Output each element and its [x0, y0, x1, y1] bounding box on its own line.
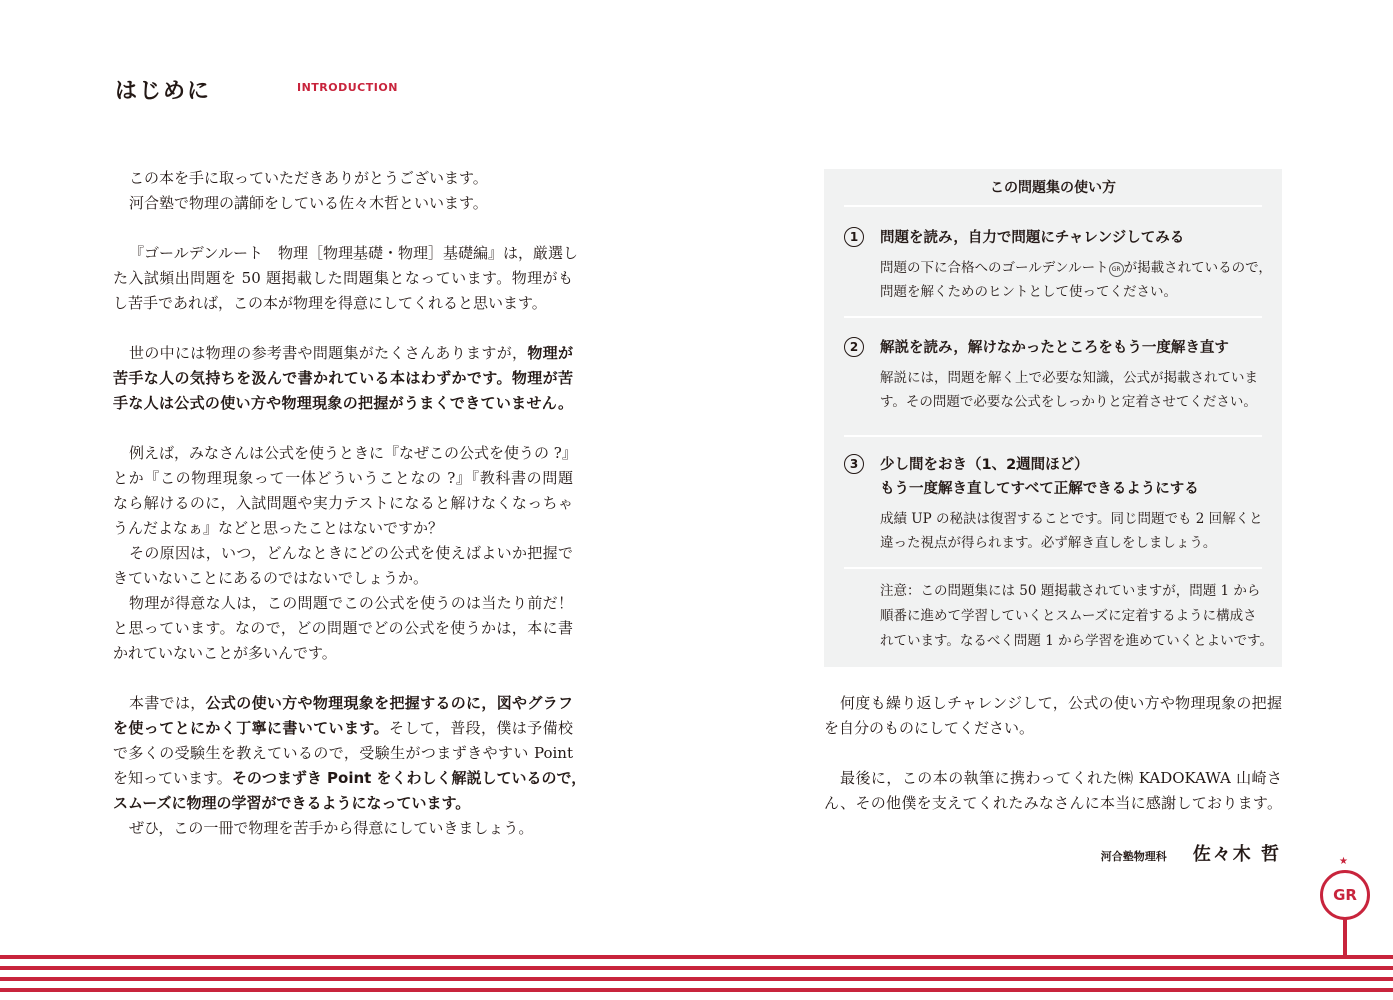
bold-text: そのつまずき Point をくわしく解説しているので， — [231, 769, 587, 787]
step-heading: 問題を読み，自力で問題にチャレンジしてみる — [880, 230, 1185, 246]
step-heading — [880, 453, 1262, 501]
decorative-stripe — [0, 966, 1393, 970]
text-line: を自分のものにしてください。 — [824, 719, 1035, 737]
text-segment: 本書では， — [129, 694, 206, 712]
text-segment: 物理が得意な人は，この問題でこの公式を使うのは当たり前だ！ — [129, 594, 573, 612]
bold-text: 物理が — [527, 344, 573, 362]
step-body-line: す。その問題で必要な公式をしっかりと定着させてください。 — [880, 394, 1257, 410]
text-segment: かれていないことが多いんです。 — [113, 644, 337, 662]
text-line — [113, 791, 573, 816]
text-line — [113, 641, 573, 666]
page-subtitle: INTRODUCTION — [297, 81, 398, 94]
divider — [844, 316, 1262, 318]
star-icon: ★ — [1339, 856, 1348, 867]
step-body — [880, 366, 1262, 414]
text-line: 最後に，この本の執筆に携わってくれた㈱ KADOKAWA 山崎さ — [840, 769, 1282, 787]
text-segment: 例えば，みなさんは公式を使うときに『なぜこの公式を使うの ?』 — [129, 444, 577, 462]
text-segment: を知っています。 — [113, 769, 232, 787]
text-segment: で多くの受験生を教えているので，受験生がつまずきやすい Point — [113, 744, 573, 762]
signature — [1101, 840, 1281, 866]
text-line — [113, 166, 573, 191]
text-line — [113, 191, 573, 216]
text-segment: 世の中には物理の参考書や問題集がたくさんありますが， — [129, 344, 528, 362]
bold-text: 手な人は公式の使い方や物理現象の把握がうまくできていません。 — [113, 394, 573, 412]
bold-text: スムーズに物理の学習ができるようになっています。 — [113, 794, 471, 812]
step-heading-line: 少し間をおき（1、2週間ほど） — [880, 457, 1089, 473]
step-number-2: 2 — [844, 337, 864, 357]
logo-stem — [1343, 919, 1347, 959]
text-line — [113, 516, 573, 541]
text-line — [113, 616, 573, 641]
gr-logo-icon: GR — [1320, 870, 1370, 920]
step-body — [880, 507, 1262, 555]
usage-note — [880, 579, 1273, 654]
divider — [844, 567, 1262, 569]
text-line — [113, 241, 579, 266]
text-segment: と思っています。なので，どの問題でどの公式を使うかは，本に書 — [113, 619, 573, 637]
text-line — [113, 816, 573, 841]
bold-text: 苦手な人の気持ちを汲んで書かれている本はわずかです。物理が苦 — [113, 369, 573, 387]
text-segment: なら解けるのに，入試問題や実力テストになると解けなくなっちゃ — [113, 494, 573, 512]
step-body-line: 成績 UP の秘訣は復習することです。同じ問題でも 2 回解くと — [880, 511, 1263, 527]
step-body-line: 問題の下に合格へのゴールデンルート — [880, 260, 1109, 276]
usage-step-2 — [844, 336, 1262, 414]
text-line — [113, 366, 573, 391]
step-body-line: 問題を解くためのヒントとして使ってください。 — [880, 284, 1177, 300]
text-segment: し苦手であれば，この本が物理を得意にしてくれると思います。 — [113, 294, 547, 312]
step-body-line: が掲載されているので， — [1123, 260, 1272, 276]
text-line — [113, 691, 573, 716]
text-segment: この本を手に取っていただきありがとうございます。 — [129, 169, 488, 187]
intro-text-right — [824, 691, 1282, 816]
gr-badge-icon: GR — [1109, 262, 1124, 277]
usage-step-3 — [844, 453, 1262, 555]
intro-text-left — [113, 166, 587, 841]
divider — [844, 205, 1262, 207]
note-line: れています。なるべく問題 1 から学習を進めていくとよいです。 — [880, 633, 1274, 649]
text-line — [113, 266, 573, 291]
note-line: 注意：この問題集には 50 題掲載されていますが，問題 1 から — [880, 583, 1261, 599]
usage-box — [824, 169, 1282, 667]
step-heading-line: もう一度解き直してすべて正解できるようにする — [880, 481, 1199, 497]
decorative-stripe — [0, 988, 1393, 992]
text-line — [113, 441, 577, 466]
text-segment: そして，普段，僕は予備校 — [388, 719, 573, 737]
text-segment: た入試頻出問題を 50 題掲載した問題集となっています。物理がも — [113, 269, 573, 287]
text-line — [113, 291, 573, 316]
step-number-3: 3 — [844, 454, 864, 474]
divider — [844, 435, 1262, 437]
text-segment: とか『この物理現象って一体どういうことなの ?』『教科書の問題 — [113, 469, 573, 487]
text-segment: うんだよなぁ』などと思ったことはないですか？ — [113, 519, 444, 537]
bold-text: 公式の使い方や物理現象を把握するのに，図やグラフ — [205, 694, 573, 712]
usage-box-title: この問題集の使い方 — [990, 180, 1116, 196]
text-segment: 『ゴールデンルート 物理［物理基礎・物理］基礎編』は，厳選し — [129, 244, 579, 262]
text-line — [113, 491, 573, 516]
step-body-line: 解説には，問題を解く上で必要な知識，公式が掲載されていま — [880, 370, 1258, 386]
decorative-stripe — [0, 955, 1393, 959]
text-line — [113, 566, 573, 591]
signature-affiliation: 河合塾物理科 — [1100, 850, 1167, 863]
text-segment: きていないことにあるのではないでしょうか。 — [113, 569, 429, 587]
page-title: はじめに — [115, 79, 212, 104]
text-line — [113, 391, 573, 416]
text-line: ん、その他僕を支えてくれたみなさんに本当に感謝しております。 — [824, 794, 1282, 812]
text-segment: その原因は，いつ，どんなときにどの公式を使えばよいか把握で — [129, 544, 573, 562]
text-line — [113, 766, 587, 791]
text-line: 何度も繰り返しチャレンジして，公式の使い方や物理現象の把握 — [840, 694, 1282, 712]
step-heading: 解説を読み，解けなかったところをもう一度解き直す — [880, 340, 1229, 356]
step-body — [880, 256, 1272, 304]
text-segment: ぜひ，この一冊で物理を苦手から得意にしていきましょう。 — [129, 819, 534, 837]
usage-step-1 — [844, 226, 1272, 304]
decorative-stripe — [0, 977, 1393, 981]
text-line — [113, 741, 573, 766]
text-line — [113, 716, 573, 741]
signature-name: 佐々木 哲 — [1192, 844, 1281, 865]
step-body-line: 違った視点が得られます。必ず解き直しをしましょう。 — [880, 535, 1217, 551]
note-line: 順番に進めて学習していくとスムーズに定着するように構成さ — [880, 608, 1257, 624]
step-number-1: 1 — [844, 227, 864, 247]
text-line — [113, 591, 573, 616]
text-line — [113, 466, 573, 491]
text-line — [113, 541, 573, 566]
bold-text: を使ってとにかく丁寧に書いています。 — [113, 719, 389, 737]
text-line — [113, 341, 573, 366]
text-segment: 河合塾で物理の講師をしている佐々木哲といいます。 — [129, 194, 488, 212]
